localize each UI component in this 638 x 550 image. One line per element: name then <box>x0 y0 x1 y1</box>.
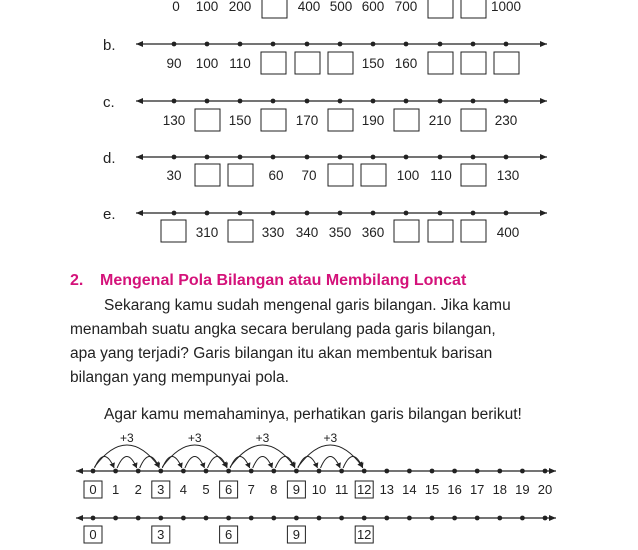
axis-point <box>172 155 177 160</box>
axis-point <box>407 469 412 474</box>
axis-point <box>205 211 210 216</box>
section-number: 2. <box>70 272 84 289</box>
axis-point <box>271 99 276 104</box>
tick-label: 100 <box>195 56 219 71</box>
axis-point <box>371 155 376 160</box>
axis-point <box>452 516 457 521</box>
axis-point <box>91 516 96 521</box>
tick-label: 130 <box>162 113 186 128</box>
axis-point <box>305 99 310 104</box>
tick-label: 170 <box>295 113 319 128</box>
axis-point <box>158 516 163 521</box>
tick-label: 350 <box>328 225 352 240</box>
answer-box[interactable] <box>461 52 486 74</box>
axis-point <box>404 99 409 104</box>
tick-label: 30 <box>166 168 182 183</box>
instruction-line: Agar kamu memahaminya, perhatikan garis bilangan berikut! <box>104 406 522 423</box>
axis-point <box>404 155 409 160</box>
hop-arc <box>230 457 250 469</box>
axis-point <box>497 469 502 474</box>
axis-number: 14 <box>402 482 417 497</box>
axis-point <box>339 469 344 474</box>
answer-box[interactable] <box>394 220 419 242</box>
number-line-exercises <box>0 0 638 270</box>
tick-label: 230 <box>494 113 518 128</box>
axis-number: 7 <box>247 482 255 497</box>
axis-point <box>384 516 389 521</box>
axis-point <box>238 155 243 160</box>
answer-box[interactable] <box>195 164 220 186</box>
axis-point <box>338 211 343 216</box>
jump-label: +3 <box>120 431 134 445</box>
tick-label: 400 <box>297 0 321 14</box>
axis-point <box>371 99 376 104</box>
axis-point <box>504 99 509 104</box>
axis-point <box>136 469 141 474</box>
axis-point <box>305 155 310 160</box>
jump-label: +3 <box>323 431 338 445</box>
axis-point <box>294 516 299 521</box>
tick-label: 340 <box>295 225 319 240</box>
tick-label: 360 <box>361 225 385 240</box>
axis-point <box>438 211 443 216</box>
item-letter: d. <box>103 150 116 167</box>
axis-number: 8 <box>270 482 278 497</box>
answer-box[interactable] <box>295 52 320 74</box>
axis-point <box>317 469 322 474</box>
axis-point <box>238 99 243 104</box>
tick-label: 150 <box>228 113 252 128</box>
axis-point <box>475 469 480 474</box>
answer-box[interactable] <box>161 220 186 242</box>
body-paragraph <box>70 294 568 390</box>
axis-point <box>404 42 409 47</box>
axis-point <box>271 469 276 474</box>
axis-point <box>181 516 186 521</box>
hop-arc <box>140 457 160 469</box>
number-line-e <box>103 206 547 242</box>
axis-point <box>317 516 322 521</box>
tick-label: 500 <box>329 0 353 14</box>
answer-box[interactable] <box>328 109 353 131</box>
item-letter: b. <box>103 37 116 54</box>
axis-point <box>271 516 276 521</box>
axis-point <box>136 516 141 521</box>
tick-label: 110 <box>229 56 251 71</box>
hop-arc <box>162 457 182 469</box>
axis-point <box>471 155 476 160</box>
axis-point <box>271 211 276 216</box>
hop-arc <box>343 457 363 469</box>
axis-number: 18 <box>492 482 508 497</box>
axis-number: 3 <box>157 482 165 497</box>
pattern-number: 6 <box>224 527 233 542</box>
axis-point <box>404 211 409 216</box>
axis-number: 11 <box>334 482 349 497</box>
tick-label: 110 <box>430 168 452 183</box>
tick-label: 210 <box>428 113 452 128</box>
axis-point <box>543 516 548 521</box>
section-heading <box>70 272 466 290</box>
axis-number: 2 <box>134 482 142 497</box>
answer-box[interactable] <box>461 220 486 242</box>
paragraph-line: menambah suatu angka secara berulang pada garis bilangan, <box>70 321 496 338</box>
axis-point <box>438 155 443 160</box>
hop-arc <box>253 457 273 469</box>
axis-number: 13 <box>379 482 395 497</box>
tick-label: 190 <box>361 113 385 128</box>
item-letter: c. <box>103 94 115 111</box>
axis-point <box>504 211 509 216</box>
axis-point <box>91 469 96 474</box>
axis-number: 19 <box>515 482 530 497</box>
axis-point <box>204 469 209 474</box>
pattern-number: 9 <box>292 527 301 542</box>
axis-point <box>172 211 177 216</box>
answer-box[interactable] <box>461 164 486 186</box>
jump-label: +3 <box>255 431 270 445</box>
tick-label: 150 <box>361 56 385 71</box>
axis-point <box>158 469 163 474</box>
axis-point <box>338 155 343 160</box>
axis-number: 10 <box>311 482 327 497</box>
axis-point <box>407 516 412 521</box>
pattern-axis-points <box>91 516 548 521</box>
axis-point <box>504 155 509 160</box>
axis-point <box>249 516 254 521</box>
axis-number: 4 <box>179 482 188 497</box>
hop-arc <box>275 457 295 469</box>
paragraph-line: apa yang terjadi? Garis bilangan itu akan membentuk barisan <box>70 345 493 362</box>
axis-point <box>271 42 276 47</box>
axis-point <box>430 516 435 521</box>
axis-point <box>172 42 177 47</box>
axis-point <box>371 42 376 47</box>
tick-label: 400 <box>496 225 520 240</box>
answer-box[interactable] <box>361 164 386 186</box>
pattern-number: 0 <box>89 527 97 542</box>
number-line-c <box>103 94 547 131</box>
axis-point <box>452 469 457 474</box>
axis-point <box>294 469 299 474</box>
axis-point <box>471 211 476 216</box>
answer-box[interactable] <box>494 52 519 74</box>
answer-box[interactable] <box>328 164 353 186</box>
hop-arc <box>208 457 228 469</box>
axis-point <box>204 516 209 521</box>
item-letter: e. <box>103 206 116 223</box>
axis-number: 17 <box>469 482 485 497</box>
axis-point <box>172 99 177 104</box>
hop-arc <box>117 457 137 469</box>
axis-point <box>238 42 243 47</box>
answer-box[interactable] <box>428 220 453 242</box>
tick-label: 0 <box>172 0 180 14</box>
tick-label: 330 <box>261 225 285 240</box>
tick-label: 90 <box>166 56 182 71</box>
tick-label: 70 <box>301 168 317 183</box>
axis-point <box>362 469 367 474</box>
answer-box[interactable] <box>261 109 286 131</box>
axis-point <box>226 469 231 474</box>
axis-number: 5 <box>202 482 210 497</box>
axis-number: 15 <box>424 482 440 497</box>
axis-point <box>271 155 276 160</box>
axis-point <box>113 469 118 474</box>
tick-label: 100 <box>396 168 420 183</box>
axis-point <box>362 516 367 521</box>
axis-point <box>113 516 118 521</box>
axis-number: 6 <box>224 482 233 497</box>
paragraph-line: bilangan yang mempunyai pola. <box>70 369 289 386</box>
skip-counting-diagram <box>0 420 638 550</box>
answer-box[interactable] <box>328 52 353 74</box>
axis-point <box>238 211 243 216</box>
tick-label: 130 <box>496 168 520 183</box>
axis-number: 20 <box>537 482 553 497</box>
axis-point <box>520 469 525 474</box>
tick-label: 310 <box>195 225 219 240</box>
axis-number: 1 <box>111 482 120 497</box>
section-title: Mengenal Pola Bilangan atau Membilang Loncat <box>100 272 467 289</box>
axis-point <box>504 42 509 47</box>
number-line-a <box>172 0 521 18</box>
hop-arc <box>95 457 115 469</box>
axis-point <box>438 42 443 47</box>
answer-box[interactable] <box>428 52 453 74</box>
axis-point <box>339 516 344 521</box>
answer-box[interactable] <box>262 0 287 18</box>
axis-point <box>338 42 343 47</box>
answer-box[interactable] <box>461 0 486 18</box>
axis-point <box>384 469 389 474</box>
axis-point <box>338 99 343 104</box>
axis-point <box>205 42 210 47</box>
pattern-number: 12 <box>356 527 372 542</box>
axis-number: 12 <box>356 482 372 497</box>
hop-arc <box>185 457 205 469</box>
answer-box[interactable] <box>461 109 486 131</box>
answer-box[interactable] <box>261 52 286 74</box>
axis-point <box>430 469 435 474</box>
hop-arcs <box>95 445 363 468</box>
answer-box[interactable] <box>195 109 220 131</box>
tick-label: 100 <box>195 0 219 14</box>
axis-point <box>471 42 476 47</box>
axis-numbers <box>84 481 552 498</box>
number-line-b <box>103 37 547 74</box>
axis-number: 0 <box>89 482 97 497</box>
axis-point <box>226 516 231 521</box>
axis-point <box>181 469 186 474</box>
axis-point <box>371 211 376 216</box>
axis-point <box>249 469 254 474</box>
tick-label: 200 <box>228 0 252 14</box>
hop-arc <box>321 457 341 469</box>
tick-label: 600 <box>361 0 385 14</box>
jump-labels <box>120 431 337 445</box>
answer-box[interactable] <box>394 109 419 131</box>
answer-box[interactable] <box>228 164 253 186</box>
jump-label: +3 <box>187 431 202 445</box>
axis-point <box>471 99 476 104</box>
answer-box[interactable] <box>428 0 453 18</box>
axis-point <box>497 516 502 521</box>
axis-point <box>305 42 310 47</box>
tick-label: 160 <box>394 56 418 71</box>
axis-number: 16 <box>447 482 462 497</box>
axis-points <box>91 469 548 474</box>
answer-box[interactable] <box>228 220 253 242</box>
axis-point <box>543 469 548 474</box>
axis-point <box>475 516 480 521</box>
axis-point <box>520 516 525 521</box>
axis-point <box>205 155 210 160</box>
hop-arc <box>298 457 318 469</box>
axis-point <box>305 211 310 216</box>
paragraph-line: Sekarang kamu sudah mengenal garis bilangan. Jika kamu <box>104 297 511 314</box>
jump-arc <box>162 445 227 467</box>
axis-point <box>205 99 210 104</box>
tick-label: 1000 <box>490 0 522 14</box>
tick-label: 60 <box>268 168 284 183</box>
axis-point <box>438 99 443 104</box>
number-line-d <box>103 150 547 186</box>
axis-number: 9 <box>292 482 301 497</box>
pattern-answer-boxes <box>84 526 373 543</box>
tick-label: 700 <box>394 0 418 14</box>
pattern-number: 3 <box>157 527 165 542</box>
